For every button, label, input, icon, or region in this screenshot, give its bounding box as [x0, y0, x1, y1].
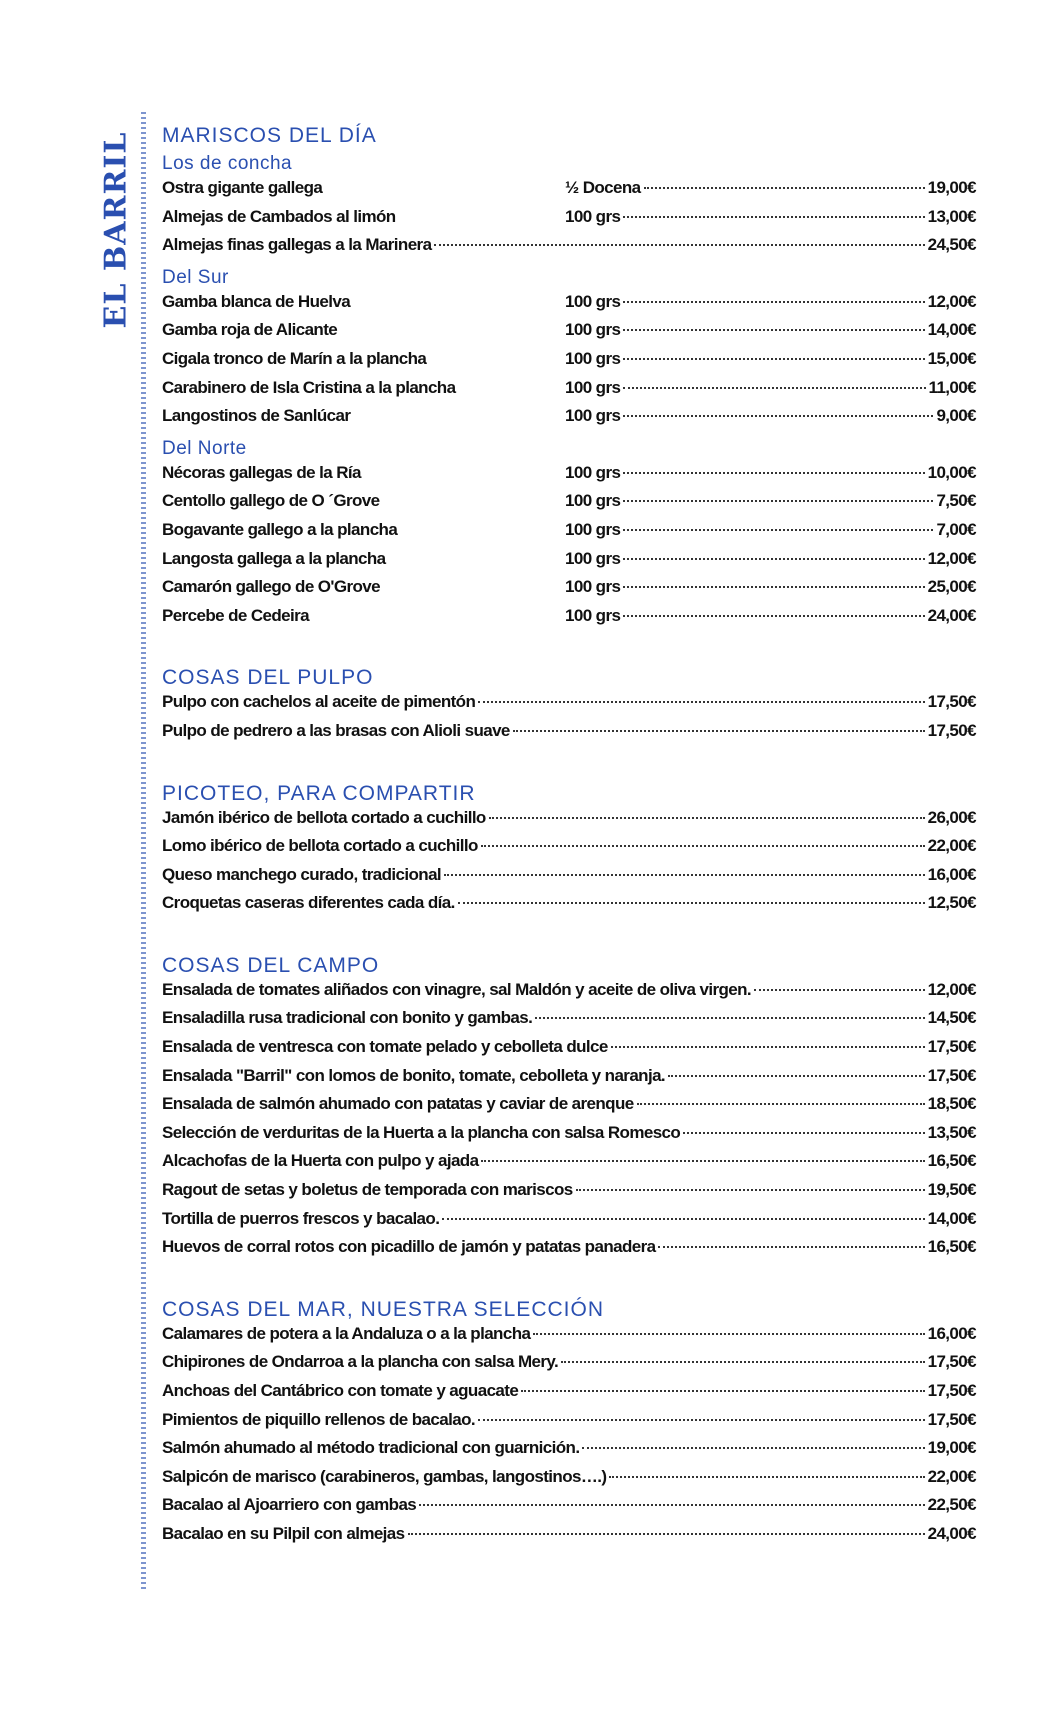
brand-vertical — [96, 128, 136, 333]
item-name: Percebe de Cedeira — [162, 605, 310, 625]
item-name: Nécoras gallegas de la Ría — [162, 462, 361, 482]
dotted-divider — [141, 112, 146, 1592]
dot-leader — [623, 615, 924, 617]
item-quantity: 100 grs — [565, 206, 621, 226]
section-title: PICOTEO, PARA COMPARTIR — [162, 781, 476, 805]
dot-leader — [513, 730, 925, 732]
menu-item — [162, 577, 976, 606]
dot-leader — [609, 1476, 924, 1478]
menu-item — [162, 808, 976, 837]
dot-leader — [644, 187, 925, 189]
menu-item — [162, 1352, 976, 1381]
dot-leader — [611, 1046, 925, 1048]
item-quantity: 100 grs — [565, 348, 621, 368]
item-price: 17,50€ — [927, 692, 976, 712]
item-price: 16,00€ — [927, 864, 976, 884]
dot-leader — [481, 845, 925, 847]
item-name: Anchoas del Cantábrico con tomate y aguacate — [162, 1381, 519, 1400]
dot-leader — [668, 1075, 925, 1077]
dot-leader — [623, 387, 925, 389]
item-price: 24,50€ — [927, 235, 976, 255]
item-price: 7,50€ — [936, 491, 976, 511]
item-price: 13,50€ — [927, 1122, 976, 1142]
item-name: Queso manchego curado, tradicional — [162, 864, 442, 884]
menu-item — [162, 1438, 976, 1467]
item-name: Calamares de potera a la Andaluza o a la plancha — [162, 1323, 531, 1343]
menu-content — [162, 122, 976, 1583]
dot-leader — [623, 529, 933, 531]
item-price: 12,50€ — [927, 893, 976, 913]
item-name: Gamba roja de Alicante — [162, 320, 338, 340]
item-price: 19,50€ — [927, 1180, 976, 1200]
menu-item — [162, 549, 976, 578]
item-quantity: 100 grs — [565, 406, 621, 426]
menu-item — [162, 1094, 976, 1123]
item-price: 12,00€ — [927, 548, 976, 568]
item-quantity: 100 grs — [565, 462, 621, 482]
dot-leader — [535, 1017, 924, 1019]
item-name: Lomo ibérico de bellota cortado a cuchillo — [162, 836, 478, 856]
menu-item — [162, 207, 976, 236]
menu-item — [162, 1209, 976, 1238]
item-name: Ensalada de tomates aliñados con vinagre, sal Maldón y aceite de oliva virgen. — [162, 979, 752, 999]
dot-leader — [623, 500, 933, 502]
menu-section — [162, 780, 976, 922]
item-name: Langostinos de Sanlúcar — [162, 406, 351, 426]
menu-item — [162, 1467, 976, 1496]
dot-leader — [408, 1533, 925, 1535]
item-name: Bacalao al Ajoarriero con gambas — [162, 1495, 417, 1515]
dot-leader — [623, 301, 924, 303]
section-title: COSAS DEL MAR, NUESTRA SELECCIÓN — [162, 1297, 604, 1321]
dot-leader — [478, 701, 924, 703]
dot-leader — [444, 874, 925, 876]
subsection-title: Del Norte — [162, 437, 247, 459]
menu-section — [162, 952, 976, 1266]
menu-item — [162, 320, 976, 349]
item-price: 25,00€ — [927, 577, 976, 597]
section-title: COSAS DEL CAMPO — [162, 953, 380, 977]
item-price: 9,00€ — [936, 406, 976, 426]
subsection-title: Del Sur — [162, 266, 229, 288]
dot-leader — [683, 1132, 924, 1134]
dot-leader — [623, 329, 924, 331]
item-name: Pulpo de pedrero a las brasas con Alioli suave — [162, 720, 510, 740]
menu-item — [162, 349, 976, 378]
item-quantity: 100 grs — [565, 605, 621, 625]
item-quantity: 100 grs — [565, 577, 621, 597]
item-price: 19,00€ — [927, 178, 976, 197]
item-price: 24,00€ — [927, 605, 976, 625]
item-quantity: 100 grs — [565, 548, 621, 568]
item-price: 11,00€ — [928, 377, 976, 397]
item-price: 17,50€ — [927, 1065, 976, 1085]
menu-item — [162, 1008, 976, 1037]
item-price: 13,00€ — [927, 206, 976, 226]
item-price: 10,00€ — [927, 462, 976, 482]
item-name: Gamba blanca de Huelva — [162, 291, 351, 311]
item-quantity: 100 grs — [565, 291, 621, 311]
dot-leader — [582, 1447, 924, 1449]
menu-item — [162, 491, 976, 520]
menu-item — [162, 980, 976, 1009]
menu-item — [162, 235, 976, 264]
subsection-title: Los de concha — [162, 153, 293, 174]
item-price: 19,00€ — [927, 1438, 976, 1458]
menu-item — [162, 1037, 976, 1066]
item-price: 12,00€ — [927, 291, 976, 311]
item-name: Almejas finas gallegas a la Marinera — [162, 235, 432, 255]
section-title: COSAS DEL PULPO — [162, 666, 374, 690]
menu-item — [162, 692, 976, 721]
item-price: 16,50€ — [927, 1237, 976, 1257]
item-price: 18,50€ — [927, 1094, 976, 1114]
menu-item — [162, 406, 976, 435]
item-name: Centollo gallego de O ´Grove — [162, 491, 380, 511]
item-price: 17,50€ — [927, 1352, 976, 1372]
item-price: 17,50€ — [927, 1037, 976, 1057]
item-name: Ostra gigante gallega — [162, 178, 323, 197]
dot-leader — [576, 1189, 925, 1191]
item-price: 16,50€ — [927, 1151, 976, 1171]
item-price: 22,00€ — [927, 836, 976, 856]
dot-leader — [478, 1419, 925, 1421]
item-price: 14,00€ — [927, 1208, 976, 1228]
menu-item — [162, 1151, 976, 1180]
dot-leader — [521, 1390, 924, 1392]
dot-leader — [623, 472, 924, 474]
menu-item — [162, 1180, 976, 1209]
item-name: Cigala tronco de Marín a la plancha — [162, 348, 427, 368]
dot-leader — [623, 216, 924, 218]
item-quantity: 100 grs — [565, 519, 621, 539]
item-price: 7,00€ — [936, 519, 976, 539]
dot-leader — [623, 558, 924, 560]
menu-item — [162, 520, 976, 549]
item-price: 22,00€ — [927, 1466, 976, 1486]
item-name: Carabinero de Isla Cristina a la plancha — [162, 377, 456, 397]
menu-item — [162, 1066, 976, 1095]
item-name: Salpicón de marisco (carabineros, gambas, langostinos….) — [162, 1466, 607, 1486]
item-name: Pulpo con cachelos al aceite de pimentón — [162, 692, 476, 712]
item-name: Selección de verduritas de la Huerta a la plancha con salsa Romesco — [162, 1122, 681, 1142]
item-name: Bacalao en su Pilpil con almejas — [162, 1523, 405, 1543]
dot-leader — [754, 989, 925, 991]
item-price: 17,50€ — [927, 720, 976, 740]
menu-item — [162, 378, 976, 407]
item-name: Almejas de Cambados al limón — [162, 206, 396, 226]
item-name: Huevos de corral rotos con picadillo de jamón y patatas panadera — [162, 1237, 656, 1257]
item-price: 17,50€ — [927, 1409, 976, 1429]
brand-title: EL BARRIL — [98, 131, 134, 329]
dot-leader — [637, 1103, 925, 1105]
item-quantity: 100 grs — [565, 491, 621, 511]
item-quantity: 100 grs — [565, 377, 621, 397]
item-price: 26,00€ — [927, 807, 976, 827]
dot-leader — [481, 1160, 924, 1162]
item-price: 14,50€ — [927, 1008, 976, 1028]
item-name: Jamón ibérico de bellota cortado a cuchillo — [162, 807, 486, 827]
item-quantity: ½ Docena — [565, 178, 641, 197]
dot-leader — [419, 1504, 924, 1506]
item-name: Camarón gallego de O'Grove — [162, 577, 381, 597]
menu-item — [162, 1324, 976, 1353]
menu-section — [162, 664, 976, 749]
dot-leader — [623, 415, 933, 417]
item-name: Ensaladilla rusa tradicional con bonito y gambas. — [162, 1008, 533, 1028]
item-price: 24,00€ — [927, 1523, 976, 1543]
menu-item — [162, 1524, 976, 1553]
item-name: Pimientos de piquillo rellenos de bacalao. — [162, 1409, 475, 1429]
menu-item — [162, 865, 976, 894]
item-price: 14,00€ — [927, 320, 976, 340]
item-name: Ensalada de salmón ahumado con patatas y caviar de arenque — [162, 1094, 634, 1114]
item-name: Chipirones de Ondarroa a la plancha con salsa Mery. — [162, 1352, 559, 1372]
dot-leader — [561, 1361, 924, 1363]
dot-leader — [442, 1218, 924, 1220]
dot-leader — [434, 244, 924, 246]
dot-leader — [458, 902, 925, 904]
item-price: 16,00€ — [927, 1323, 976, 1343]
item-name: Langosta gallega a la plancha — [162, 548, 386, 568]
item-name: Salmón ahumado al método tradicional con guarnición. — [162, 1438, 580, 1458]
item-name: Alcachofas de la Huerta con pulpo y ajada — [162, 1151, 479, 1171]
dot-leader — [489, 817, 925, 819]
menu-item — [162, 1381, 976, 1410]
item-price: 12,00€ — [927, 979, 976, 999]
menu-item — [162, 292, 976, 321]
item-price: 22,50€ — [927, 1495, 976, 1515]
item-name: Bogavante gallego a la plancha — [162, 519, 398, 539]
dot-leader — [533, 1333, 924, 1335]
menu-section — [162, 1296, 976, 1553]
dot-leader — [623, 586, 924, 588]
menu-section — [162, 122, 976, 634]
menu-item — [162, 721, 976, 750]
menu-item — [162, 893, 976, 922]
menu-item — [162, 836, 976, 865]
menu-item — [162, 606, 976, 635]
menu-item — [162, 178, 976, 207]
dot-leader — [623, 358, 924, 360]
dot-leader — [658, 1246, 924, 1248]
item-price: 15,00€ — [927, 348, 976, 368]
item-quantity: 100 grs — [565, 320, 621, 340]
item-price: 17,50€ — [927, 1381, 976, 1400]
item-name: Tortilla de puerros frescos y bacalao. — [162, 1208, 440, 1228]
item-name: Ensalada de ventresca con tomate pelado y cebolleta dulce — [162, 1037, 608, 1057]
section-title: MARISCOS DEL DÍA — [162, 124, 377, 147]
item-name: Croquetas caseras diferentes cada día. — [162, 893, 455, 913]
menu-item — [162, 1237, 976, 1266]
item-name: Ragout de setas y boletus de temporada con mariscos — [162, 1180, 573, 1200]
item-name: Ensalada "Barril" con lomos de bonito, tomate, cebolleta y naranja. — [162, 1065, 666, 1085]
menu-item — [162, 1495, 976, 1524]
menu-item — [162, 1123, 976, 1152]
menu-item — [162, 1410, 976, 1439]
menu-item — [162, 463, 976, 492]
